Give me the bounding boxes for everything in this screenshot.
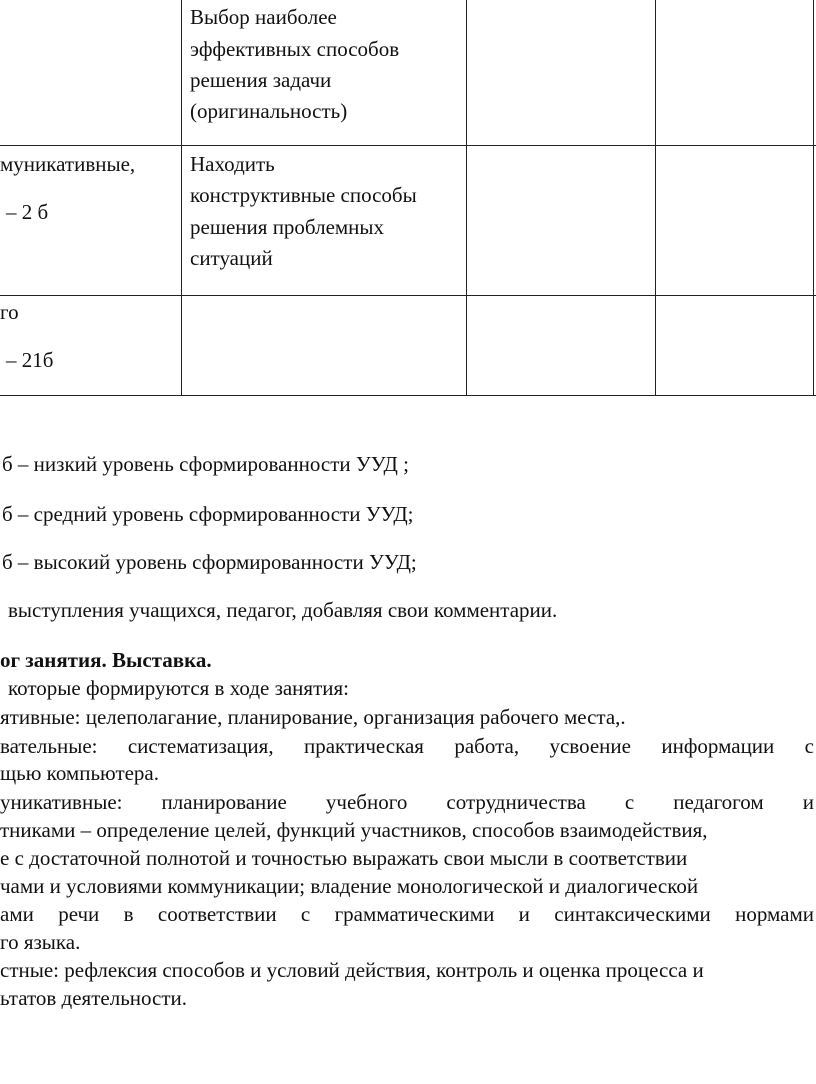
table-border-col-3 bbox=[655, 0, 656, 396]
table-border-col-1 bbox=[181, 0, 182, 396]
table-cell-text: решения задачи bbox=[190, 68, 332, 92]
table-cell-text: муникативные, bbox=[0, 152, 136, 176]
paragraph-line: ьтатов деятельности. bbox=[0, 986, 188, 1010]
paragraph-line: вательные: систематизация, практическая работа, усвоение информации с bbox=[0, 734, 814, 758]
paragraph-line: е с достаточной полнотой и точностью выражать свои мысли в соответствии bbox=[0, 846, 688, 870]
table-cell-text: эффективных способов bbox=[190, 37, 400, 61]
table-border-row-2 bbox=[0, 295, 816, 296]
table-cell-text: Находить bbox=[190, 152, 275, 176]
table-cell-text: ситуаций bbox=[190, 246, 273, 270]
paragraph-line: ами речи в соответствии с грамматическими и синтаксическими нормами bbox=[0, 902, 814, 926]
level-high: б – высокий уровень сформированности УУД; bbox=[2, 550, 417, 574]
table-cell-text: Выбор наиболее bbox=[190, 5, 337, 29]
section-title: ог занятия. Выставка. bbox=[0, 648, 212, 672]
table-cell-text: (оригинальность) bbox=[190, 99, 348, 123]
level-medium: б – средний уровень сформированности УУД; bbox=[2, 502, 414, 526]
paragraph-line: щью компьютера. bbox=[0, 761, 160, 785]
paragraph-line: чами и условиями коммуникации; владение монологической и диалогической bbox=[0, 874, 699, 898]
table-border-row-3 bbox=[0, 395, 816, 396]
table-cell-text: го bbox=[0, 300, 19, 324]
paragraph-line: ятивные: целеполагание, планирование, организация рабочего места,. bbox=[0, 705, 626, 729]
table-border-col-4 bbox=[813, 0, 814, 396]
paragraph-line: стные: рефлексия способов и условий действия, контроль и оценка процесса и bbox=[0, 958, 704, 982]
table-border-col-2 bbox=[466, 0, 467, 396]
paragraph-line: тниками – определение целей, функций участников, способов взаимодействия, bbox=[0, 818, 708, 842]
table-cell-text: – 2 б bbox=[6, 200, 49, 224]
paragraph-line: го языка. bbox=[0, 930, 81, 954]
table-cell-text: – 21б bbox=[6, 348, 54, 372]
paragraph-line: уникативные: планирование учебного сотрудничества с педагогом и bbox=[0, 790, 814, 814]
table-border-row-1 bbox=[0, 145, 816, 146]
performance-line: выступления учащихся, педагог, добавляя свои комментарии. bbox=[8, 598, 558, 622]
table-cell-text: решения проблемных bbox=[190, 215, 385, 239]
paragraph-line: которые формируются в ходе занятия: bbox=[8, 676, 349, 700]
table-cell-text: конструктивные способы bbox=[190, 183, 417, 207]
level-low: б – низкий уровень сформированности УУД ; bbox=[2, 452, 409, 476]
